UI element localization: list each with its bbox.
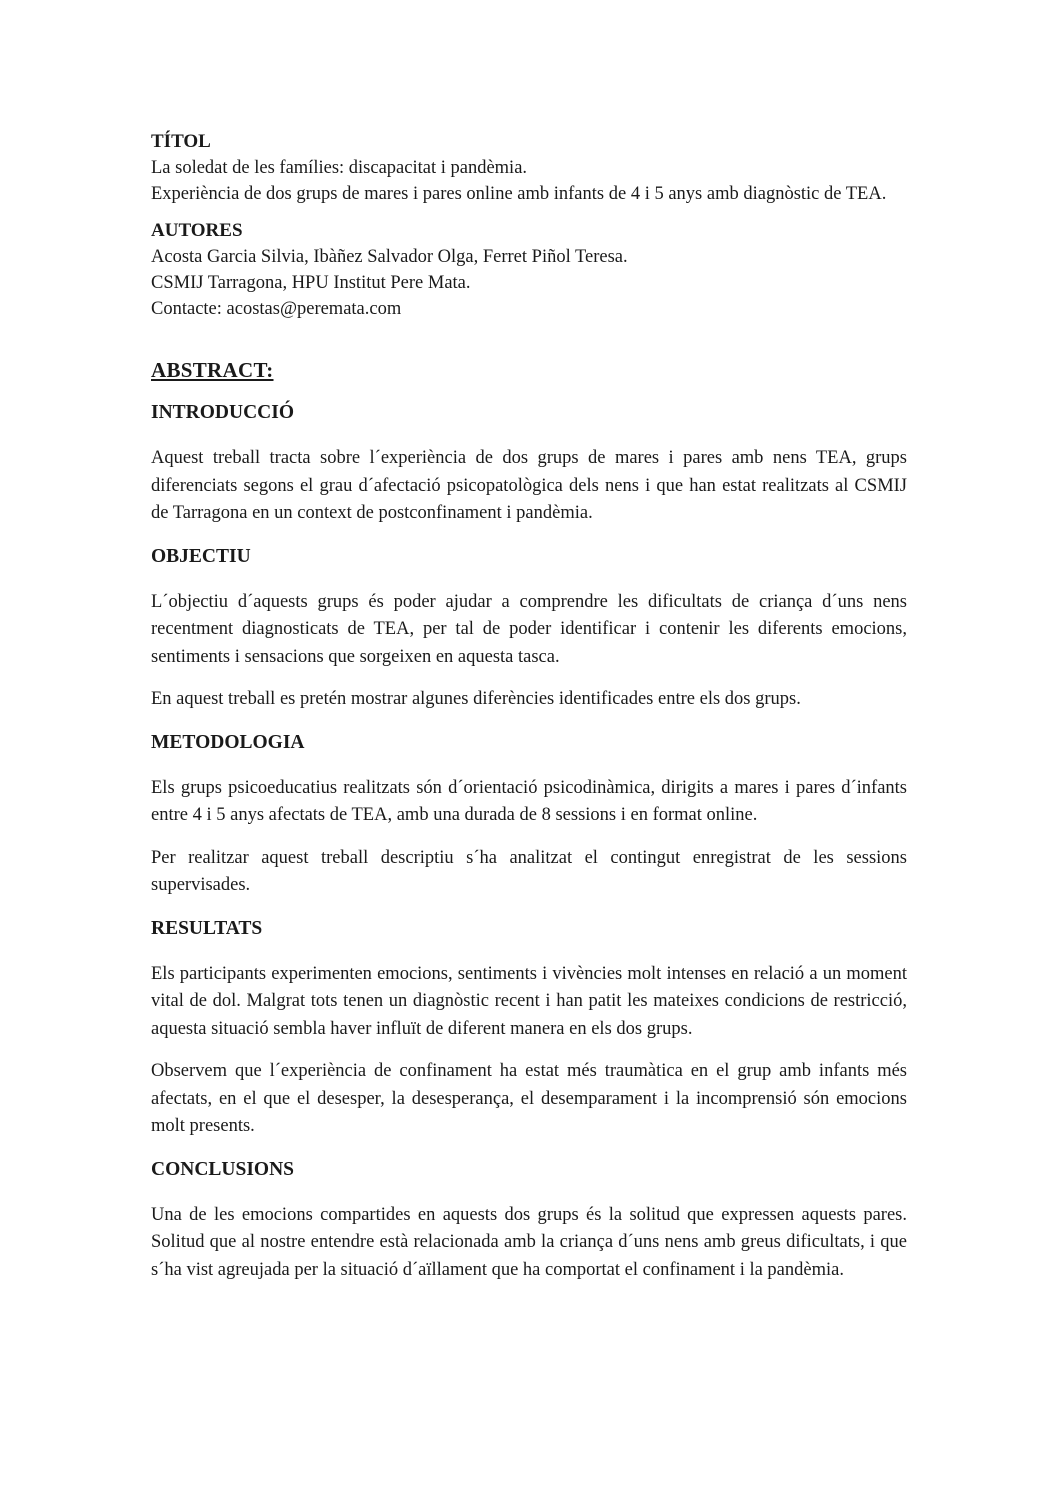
conclusions-paragraph: Una de les emocions compartides en aquests dos grups és la solitud que expressen aquests pares. Solitud que al nostre entendre està relacionada amb la criança d´uns nens amb greus dificultats, i que s´ha vist agreujada per la situació d´aïllament que ha comportat el confinament i la pandèmia. <box>151 1204 907 1280</box>
resultats-heading: RESULTATS <box>151 917 263 939</box>
autores-heading: AUTORES <box>151 220 243 241</box>
resultats-paragraph-1: Els participants experimenten emocions, sentiments i vivències molt intenses en relació a un moment vital de dol. Malgrat tots tenen un diagnòstic recent i han patit les mateixes condicions de restricció, aquesta situació sembla haver influït de diferent manera en els dos grups. <box>151 963 907 1039</box>
affiliation-line: CSMIJ Tarragona, HPU Institut Pere Mata. <box>151 273 471 293</box>
resultats-paragraph-2: Observem que l´experiència de confinament ha estat més traumàtica en el grup amb infants més afectats, en el que el desesper, la desesperança, el desemparament i la incomprensió són emocions molt presents. <box>151 1061 907 1136</box>
conclusions-heading: CONCLUSIONS <box>151 1158 295 1180</box>
objectiu-paragraph-2: En aquest treball es pretén mostrar algunes diferències identificades entre els dos grups. <box>151 689 801 709</box>
introduccio-heading: INTRODUCCIÓ <box>151 402 295 423</box>
metodologia-paragraph-2: Per realitzar aquest treball descriptiu s´ha analitzat el contingut enregistrat de les sessions supervisades. <box>151 847 907 895</box>
abstract-heading: ABSTRACT: <box>151 358 274 382</box>
title-line-1: La soledat de les famílies: discapacitat i pandèmia. <box>151 158 528 178</box>
contact-line: Contacte: acostas@peremata.com <box>151 299 402 319</box>
metodologia-paragraph-1: Els grups psicoeducatius realitzats són d´orientació psicodinàmica, dirigits a mares i pares d´infants entre 4 i 5 anys afectats de TEA, amb una durada de 8 sessions i en format online. <box>151 777 907 825</box>
introduccio-paragraph: Aquest treball tracta sobre l´experiència de dos grups de mares i pares amb nens TEA, grups diferenciats segons el grau d´afectació psicopatològica dels nens i que han estat realitzats al CSMIJ de Tarragona en un context de postconfinament i pandèmia. <box>151 448 907 523</box>
objectiu-heading: OBJECTIU <box>151 545 251 567</box>
objectiu-paragraph-1: L´objectiu d´aquests grups és poder ajudar a comprendre les dificultats de criança d´uns nens recentment diagnosticats de TEA, per tal de poder identificar i contenir les diferents emocions, sentiments i sensacions que sorgeixen en aquesta tasca. <box>151 591 907 667</box>
authors-line: Acosta Garcia Silvia, Ibàñez Salvador Olga, Ferret Piñol Teresa. <box>151 247 628 267</box>
titol-heading: TÍTOL <box>151 131 211 152</box>
title-line-2: Experiència de dos grups de mares i pares online amb infants de 4 i 5 anys amb diagnòstic de TEA. <box>151 184 887 204</box>
metodologia-heading: METODOLOGIA <box>151 731 305 753</box>
